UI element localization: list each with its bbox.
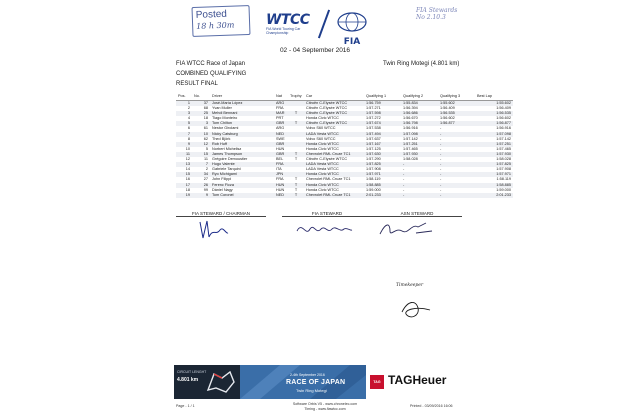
wtcc-logo (266, 13, 316, 37)
cell-nat: FRA (276, 106, 284, 111)
circuit-length-label: CIRCUIT LENGHT (177, 370, 207, 374)
event-banner (174, 365, 464, 399)
cell-best-lap: 1:55.602 (475, 101, 513, 107)
cell-driver: Grégoire Demoustier (212, 157, 248, 162)
cell-driver: Ferenc Ficza (210, 183, 274, 188)
cell-q1: 1:57.167 (364, 142, 401, 147)
cell-driver: James Thompson (210, 152, 274, 157)
timing-credit: Timing - www.fiawtcc.com (304, 407, 346, 411)
cell-trophy: T (288, 111, 304, 116)
cell-driver: Norbert Michelisz (212, 146, 242, 151)
cell-best-lap: 1:57.465 (496, 146, 511, 151)
sponsor-panel (366, 365, 464, 399)
cell-car: Honda Civic WTCC (306, 187, 339, 192)
wtcc-logo-subtitle: FIA World Touring Car Championship (266, 27, 301, 35)
cell-no: 2 (205, 167, 208, 172)
cell-q3: - (438, 162, 475, 167)
cell-nat: HUN (276, 146, 285, 151)
cell-q3: - (440, 167, 442, 172)
cell-q3: - (440, 187, 442, 192)
cell-pos: 7 (176, 132, 192, 137)
cell-pos: 4 (187, 116, 190, 121)
fia-globe-icon (336, 12, 368, 32)
col-qualifying-3: Qualifying 3 (438, 93, 475, 101)
cell-pos: 19 (176, 193, 192, 198)
cell-q3: 1:56.602 (440, 116, 455, 121)
cell-q1: 1:57.125 (366, 146, 381, 151)
posted-stamp (191, 5, 250, 37)
cell-car: LADA Vesta WTCC (304, 162, 364, 167)
cell-q3: 1:56.877 (438, 121, 475, 126)
cell-best-lap: 1:57.971 (475, 172, 513, 177)
fia-logo-word: FIA (343, 37, 361, 47)
cell-nat: HUN (274, 183, 288, 188)
col-best-lap: Best Lap (475, 93, 513, 101)
col-qualifying-1: Qualifying 1 (364, 93, 401, 101)
cell-q3: - (440, 146, 442, 151)
timekeeper-signature (396, 294, 436, 324)
col-car: Car (304, 93, 364, 101)
chairman-signature (196, 218, 230, 240)
cell-q1: 1:57.598 (364, 111, 401, 116)
cell-q1: 1:57.290 (366, 157, 381, 162)
cell-q1: 1:57.494 (364, 132, 401, 137)
cell-no: 15 (192, 152, 210, 157)
cell-q3: - (440, 126, 442, 131)
cell-driver: Thed Björk (212, 136, 231, 141)
cell-q2: - (401, 172, 438, 177)
banner-circuit-panel (174, 365, 240, 399)
cell-q2: 1:58.028 (403, 157, 418, 162)
cell-q2: 1:56.916 (403, 126, 418, 131)
cell-car: Citroën C-Elysée WTCC (304, 121, 364, 126)
banner-event-venue: Twin Ring Motegi (296, 388, 327, 393)
steward-label: FIA STEWARD (282, 211, 372, 217)
asn-steward-signature (376, 219, 436, 239)
cell-no: 37 (192, 101, 210, 107)
cell-q1: 1:57.271 (366, 106, 381, 111)
cell-no: 11 (204, 157, 208, 162)
cell-q2: - (403, 187, 405, 192)
sponsor-name: TAGHeuer (388, 373, 447, 387)
session-title: COMBINED QUALIFYING (176, 71, 247, 77)
asn-steward-label: ASN STEWARD (372, 211, 462, 217)
cell-best-lap: 1:56.535 (475, 111, 513, 116)
cell-no: 12 (192, 142, 210, 147)
cell-best-lap: 1:56.916 (496, 126, 511, 131)
cell-pos: 12 (185, 157, 190, 162)
cell-q1: 1:56.759 (364, 101, 401, 107)
cell-q1: 2:01.233 (364, 193, 401, 198)
col-qualifying-2: Qualifying 2 (401, 93, 438, 101)
cell-best-lap: 1:58.885 (475, 183, 513, 188)
cell-q3: - (438, 183, 475, 188)
cell-q1: 1:57.674 (364, 121, 401, 126)
cell-nat: GBR (274, 121, 288, 126)
logo-divider (318, 10, 330, 39)
banner-event-dates: 2-4th September 2016 (290, 373, 325, 377)
cell-pos: 8 (187, 136, 190, 141)
cell-car: Volvo S60 WTCC (306, 136, 336, 141)
cell-q1: 1:58.119 (366, 177, 381, 182)
cell-best-lap: 1:57.142 (496, 136, 511, 141)
cell-trophy: T (288, 152, 304, 157)
cell-car: Honda Civic WTCC (304, 183, 364, 188)
cell-driver: Yvan Muller (212, 106, 232, 111)
cell-pos: 10 (185, 146, 190, 151)
col-nat: Nat (274, 93, 288, 101)
cell-driver: Nestor Girolami (212, 126, 239, 131)
cell-driver: Mehdi Bennani (210, 111, 274, 116)
cell-nat: JPN (274, 172, 288, 177)
cell-q2: 1:56.394 (403, 106, 418, 111)
cell-pos: 17 (176, 183, 192, 188)
steward-chairman-label: FIA STEWARD / CHAIRMAN (176, 211, 266, 217)
cell-driver: Dániel Nagy (212, 187, 233, 192)
steward-signature (294, 219, 354, 239)
cell-q1: 1:58.885 (364, 183, 401, 188)
cell-pos: 18 (185, 187, 190, 192)
cell-no: 9 (192, 193, 210, 198)
sponsor-shield-icon: TAG (370, 375, 384, 389)
cell-best-lap: 1:56.409 (496, 106, 511, 111)
wtcc-logo-word: WTCC (266, 12, 310, 28)
printed-timestamp: Printed - 03/09/2016 16:06 (410, 404, 453, 408)
cell-nat: FRA (276, 177, 284, 182)
cell-pos: 1 (176, 101, 192, 107)
cell-q1: 1:57.971 (364, 172, 401, 177)
cell-pos: 5 (176, 121, 192, 126)
cell-q2: - (401, 193, 438, 198)
cell-no: 61 (203, 126, 208, 131)
cell-nat: ARG (276, 126, 285, 131)
cell-pos: 16 (185, 177, 190, 182)
cell-q2: 1:56.670 (403, 116, 418, 121)
cell-car: Citroën C-Elysée WTCC (304, 111, 364, 116)
results-table (176, 93, 513, 198)
cell-car: Honda Civic WTCC (306, 146, 339, 151)
cell-trophy: T (294, 177, 298, 182)
results-body (176, 101, 513, 198)
cell-q1: 1:57.908 (366, 167, 381, 172)
stamp-title: Posted (195, 8, 228, 21)
cell-driver: Rob Huff (210, 142, 274, 147)
table-header-row (176, 93, 513, 101)
cell-car: Chevrolet RML Cruze TC1 (304, 152, 364, 157)
cell-pos: 15 (176, 172, 192, 177)
cell-car: Citroën C-Elysée WTCC (304, 101, 364, 107)
cell-nat: BEL (276, 157, 284, 162)
software-credit: Software Orbis V5 - www.chronelec.com (292, 402, 358, 406)
cell-nat: GBR (274, 142, 288, 147)
cell-best-lap: 1:57.908 (496, 167, 511, 172)
cell-q3: - (438, 152, 475, 157)
cell-nat: PRT (276, 116, 284, 121)
page-number: Page - 1 / 1 (176, 404, 195, 408)
fia-logo (336, 12, 368, 47)
circuit-name: Twin Ring Motegi (4.801 km) (383, 61, 460, 67)
cell-q3: 1:56.409 (440, 106, 455, 111)
cell-nat: HUN (276, 187, 285, 192)
circuit-length-value: 4.801 km (177, 377, 199, 383)
cell-q3: 1:55.602 (438, 101, 475, 107)
cell-car: Citroën C-Elysée WTCC (306, 106, 348, 111)
stamp-time: 18 h 30m (196, 20, 235, 31)
cell-pos: 2 (187, 106, 190, 111)
cell-nat: ARG (274, 101, 288, 107)
cell-q1: 1:57.630 (364, 152, 401, 157)
cell-nat: NED (274, 132, 288, 137)
cell-car: Honda Civic WTCC (304, 172, 364, 177)
cell-q1: 1:57.825 (364, 162, 401, 167)
cell-q2: 1:55.834 (401, 101, 438, 107)
timekeeper-note: Timekeeper (396, 283, 424, 288)
cell-q3: 1:56.535 (438, 111, 475, 116)
cell-trophy: T (294, 187, 298, 192)
cell-trophy: T (288, 183, 304, 188)
cell-nat: ITA (276, 167, 282, 172)
cell-no: 62 (203, 136, 208, 141)
cell-q2: - (403, 167, 405, 172)
cell-best-lap: 1:58.119 (496, 177, 511, 182)
cell-best-lap: 1:56.602 (496, 116, 511, 121)
cell-pos: 13 (176, 162, 192, 167)
cell-no: 26 (192, 183, 210, 188)
col-driver: Driver (210, 93, 274, 101)
cell-driver: Nicky Catsburg (210, 132, 274, 137)
cell-car: Citroën C-Elysée WTCC (306, 157, 348, 162)
cell-best-lap: 1:56.877 (475, 121, 513, 126)
cell-no: 5 (205, 146, 208, 151)
cell-q2: - (401, 162, 438, 167)
cell-driver: Tom Chilton (210, 121, 274, 126)
table-row (176, 193, 513, 198)
cell-q3: - (438, 172, 475, 177)
cell-best-lap: 1:58.028 (496, 157, 511, 162)
cell-trophy: T (288, 193, 304, 198)
event-dates: 02 - 04 September 2016 (279, 47, 351, 54)
cell-best-lap: 1:57.825 (475, 162, 513, 167)
cell-q2: 1:56.798 (401, 121, 438, 126)
note-line-1: FIA Stewards (416, 7, 458, 14)
cell-best-lap: 1:57.251 (475, 142, 513, 147)
cell-nat: MAR (274, 111, 288, 116)
cell-driver: José-María López (210, 101, 274, 107)
document-type: RESULT FINAL (176, 81, 218, 87)
cell-no: 3 (192, 121, 210, 126)
cell-q3: - (438, 193, 475, 198)
cell-no: 10 (192, 132, 210, 137)
cell-car: Chevrolet RML Cruze TC1 (306, 177, 351, 182)
note-line-2: No 2.10.3 (416, 14, 446, 21)
cell-nat: FRA (274, 162, 288, 167)
cell-pos: 14 (185, 167, 190, 172)
cell-driver: Ryo Michigami (210, 172, 274, 177)
cell-nat: SWE (276, 136, 285, 141)
cell-no: 68 (203, 106, 208, 111)
cell-driver: John Filippi (212, 177, 232, 182)
cell-driver: Tom Coronel (210, 193, 274, 198)
cell-pos: 11 (176, 152, 192, 157)
banner-event-panel (240, 365, 366, 399)
cell-q2: 1:57.465 (403, 146, 418, 151)
cell-q2: 1:57.098 (401, 132, 438, 137)
cell-q2: 1:57.142 (403, 136, 418, 141)
cell-no: 7 (192, 162, 210, 167)
stewards-document-note (416, 7, 457, 21)
cell-q1: 1:57.637 (366, 136, 381, 141)
cell-car: Volvo S60 WTCC (306, 126, 336, 131)
cell-no: 18 (203, 116, 208, 121)
cell-car: Chevrolet RML Cruze TC1 (304, 193, 364, 198)
banner-event-name: RACE OF JAPAN (286, 379, 346, 386)
cell-q1: 1:57.538 (366, 126, 381, 131)
cell-q2: 1:57.930 (401, 152, 438, 157)
col-pos: Pos. (176, 93, 192, 101)
cell-no: 99 (203, 187, 208, 192)
cell-pos: 9 (176, 142, 192, 147)
cell-car: Honda Civic WTCC (306, 116, 339, 121)
cell-q2: 1:56.686 (401, 111, 438, 116)
cell-best-lap: 1:59.000 (496, 187, 511, 192)
cell-q3: - (440, 177, 442, 182)
cell-driver: Tiago Monteiro (212, 116, 238, 121)
cell-no: 27 (203, 177, 208, 182)
cell-best-lap: 1:57.098 (475, 132, 513, 137)
cell-driver: Hugo Valente (210, 162, 274, 167)
cell-car: LADA Vesta WTCC (306, 167, 339, 172)
cell-q2: - (401, 183, 438, 188)
cell-q3: - (440, 136, 442, 141)
cell-no: 25 (192, 111, 210, 116)
cell-no: 34 (192, 172, 210, 177)
cell-q2: 1:57.251 (401, 142, 438, 147)
cell-car: Honda Civic WTCC (304, 142, 364, 147)
cell-best-lap: 1:57.930 (475, 152, 513, 157)
cell-nat: GBR (274, 152, 288, 157)
cell-q1: 1:59.000 (366, 187, 381, 192)
col-trophy: Trophy (288, 93, 304, 101)
cell-car: LADA Vesta WTCC (304, 132, 364, 137)
col-no: No. (192, 93, 210, 101)
circuit-map-icon (204, 368, 238, 396)
cell-pos: 6 (187, 126, 190, 131)
cell-trophy: T (294, 157, 298, 162)
cell-best-lap: 2:01.233 (475, 193, 513, 198)
cell-driver: Gabriele Tarquini (212, 167, 241, 172)
cell-q3: - (438, 132, 475, 137)
cell-q3: - (438, 142, 475, 147)
cell-q1: 1:57.272 (366, 116, 381, 121)
cell-trophy: T (288, 121, 304, 126)
cell-q3: - (440, 157, 442, 162)
cell-q2: - (403, 177, 405, 182)
event-title: FIA WTCC Race of Japan (176, 61, 246, 67)
cell-nat: NED (274, 193, 288, 198)
cell-pos: 3 (176, 111, 192, 116)
